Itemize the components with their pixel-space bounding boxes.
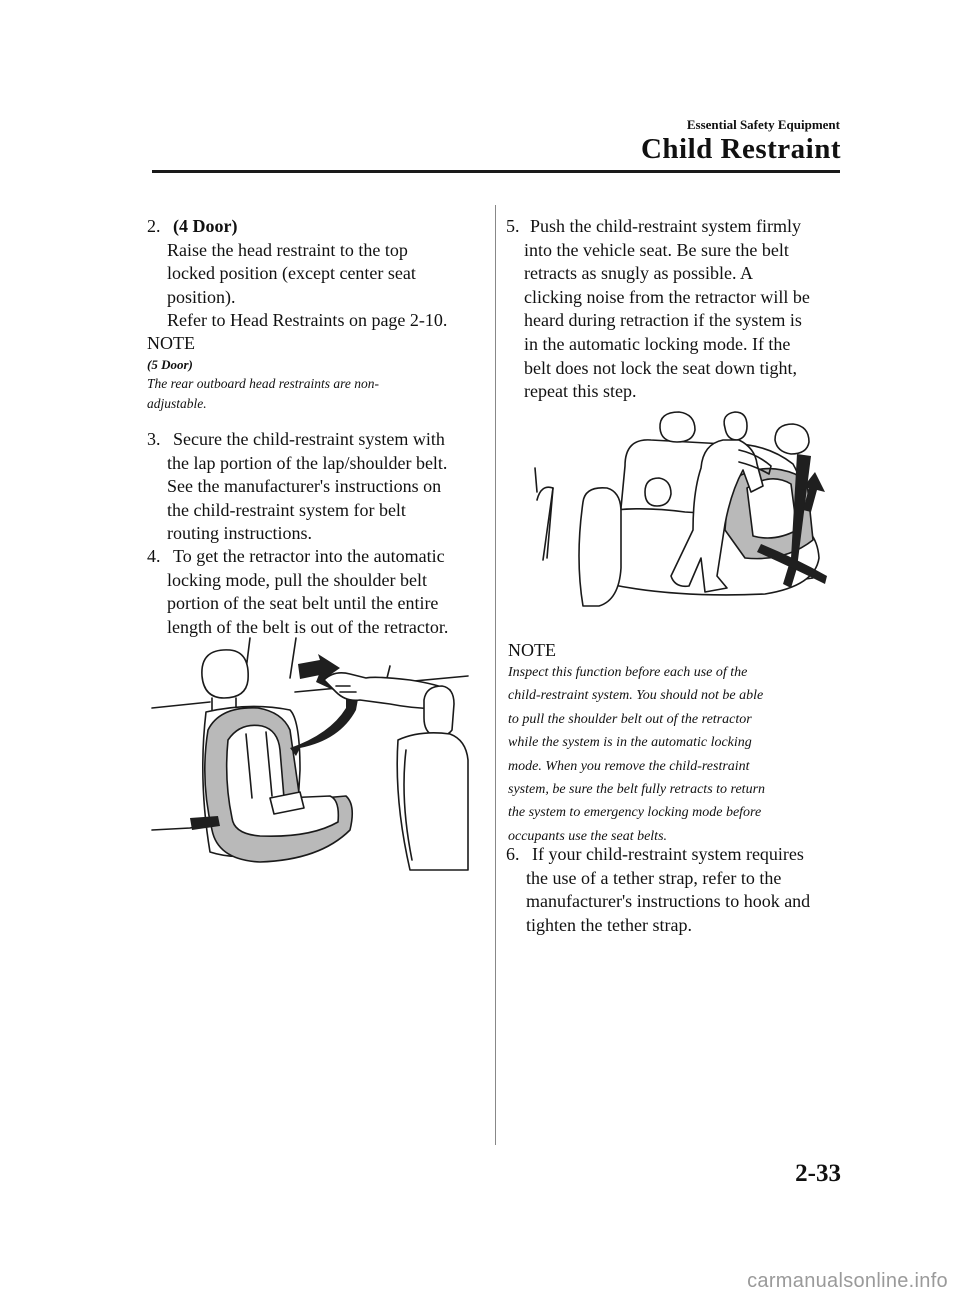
- step-line: the child-restraint system for belt: [167, 499, 406, 520]
- note-line: adjustable.: [147, 396, 207, 411]
- note-line: occupants use the seat belts.: [508, 828, 668, 844]
- step-3: [147, 428, 492, 546]
- step-line: retracts as snugly as possible. A: [524, 263, 753, 284]
- step-line: clicking noise from the retractor will be: [524, 286, 810, 307]
- note-line: The rear outboard head restraints are non-: [147, 376, 379, 391]
- section-label: Essential Safety Equipment: [686, 117, 840, 132]
- watermark[interactable]: carmanualsonline.info: [747, 1270, 948, 1292]
- step-line: Push the child-restraint system firmly: [530, 216, 801, 236]
- chapter-title: Child Restraint: [640, 133, 841, 165]
- step-line: heard during retraction if the system is: [524, 310, 802, 331]
- step-4: [147, 545, 492, 639]
- step-line: portion of the seat belt until the entire: [167, 593, 439, 614]
- step-line: the use of a tether strap, refer to the: [526, 867, 782, 888]
- step-number: 6.: [506, 844, 520, 864]
- header-rule: [152, 170, 840, 173]
- page-number: 2-33: [795, 1160, 841, 1187]
- note-line: Inspect this function before each use of the: [508, 665, 748, 680]
- step-line: tighten the tether strap.: [526, 914, 692, 935]
- note-line: mode. When you remove the child-restraint: [508, 758, 750, 774]
- step-line: Raise the head restraint to the top: [167, 239, 408, 260]
- step-line: belt does not lock the seat down tight,: [524, 357, 797, 378]
- step-line: routing instructions.: [167, 523, 312, 544]
- step-line: If your child-restraint system requires: [532, 844, 804, 864]
- note-line: system, be sure the belt fully retracts to return: [508, 782, 766, 798]
- step-number: 5.: [506, 216, 520, 236]
- note-line: to pull the shoulder belt out of the retractor: [508, 711, 752, 727]
- step-number: 4.: [147, 546, 161, 566]
- note-subheading: (5 Door): [147, 357, 193, 372]
- step-line: See the manufacturer's instructions on: [167, 476, 442, 497]
- push-seat-icon: [525, 408, 840, 613]
- step-number: 2.: [147, 216, 161, 236]
- step-line: length of the belt is out of the retractor.: [167, 616, 449, 637]
- step-2: [147, 215, 487, 333]
- step-heading: (4 Door): [173, 216, 238, 236]
- step-line: To get the retractor into the automatic: [173, 546, 445, 566]
- note-box: [147, 333, 487, 414]
- step-line: manufacturer's instructions to hook and: [526, 891, 811, 912]
- step-line: Refer to Head Restraints on page 2-10.: [167, 310, 448, 331]
- note-line: the system to emergency locking mode before: [508, 805, 762, 821]
- step-line: repeat this step.: [524, 381, 637, 402]
- note-line: child-restraint system. You should not be able: [508, 688, 764, 704]
- step-line: in the automatic locking mode. If the: [524, 333, 791, 354]
- step-6: [506, 843, 851, 937]
- note-label: NOTE: [147, 333, 195, 353]
- step-line: Secure the child-restraint system with: [173, 429, 445, 449]
- note-label: NOTE: [508, 640, 556, 660]
- step-5: [504, 215, 849, 404]
- column-divider: [495, 205, 496, 1145]
- step-line: locking mode, pull the shoulder belt: [167, 569, 427, 590]
- step-line: position).: [167, 286, 236, 307]
- step-line: the lap portion of the lap/shoulder belt.: [167, 452, 448, 473]
- note-box: [508, 640, 848, 848]
- step-line: into the vehicle seat. Be sure the belt: [524, 239, 789, 260]
- step-line: locked position (except center seat: [167, 263, 416, 284]
- note-line: while the system is in the automatic locking: [508, 735, 752, 751]
- pull-belt-icon: [150, 630, 470, 880]
- step-number: 3.: [147, 429, 161, 449]
